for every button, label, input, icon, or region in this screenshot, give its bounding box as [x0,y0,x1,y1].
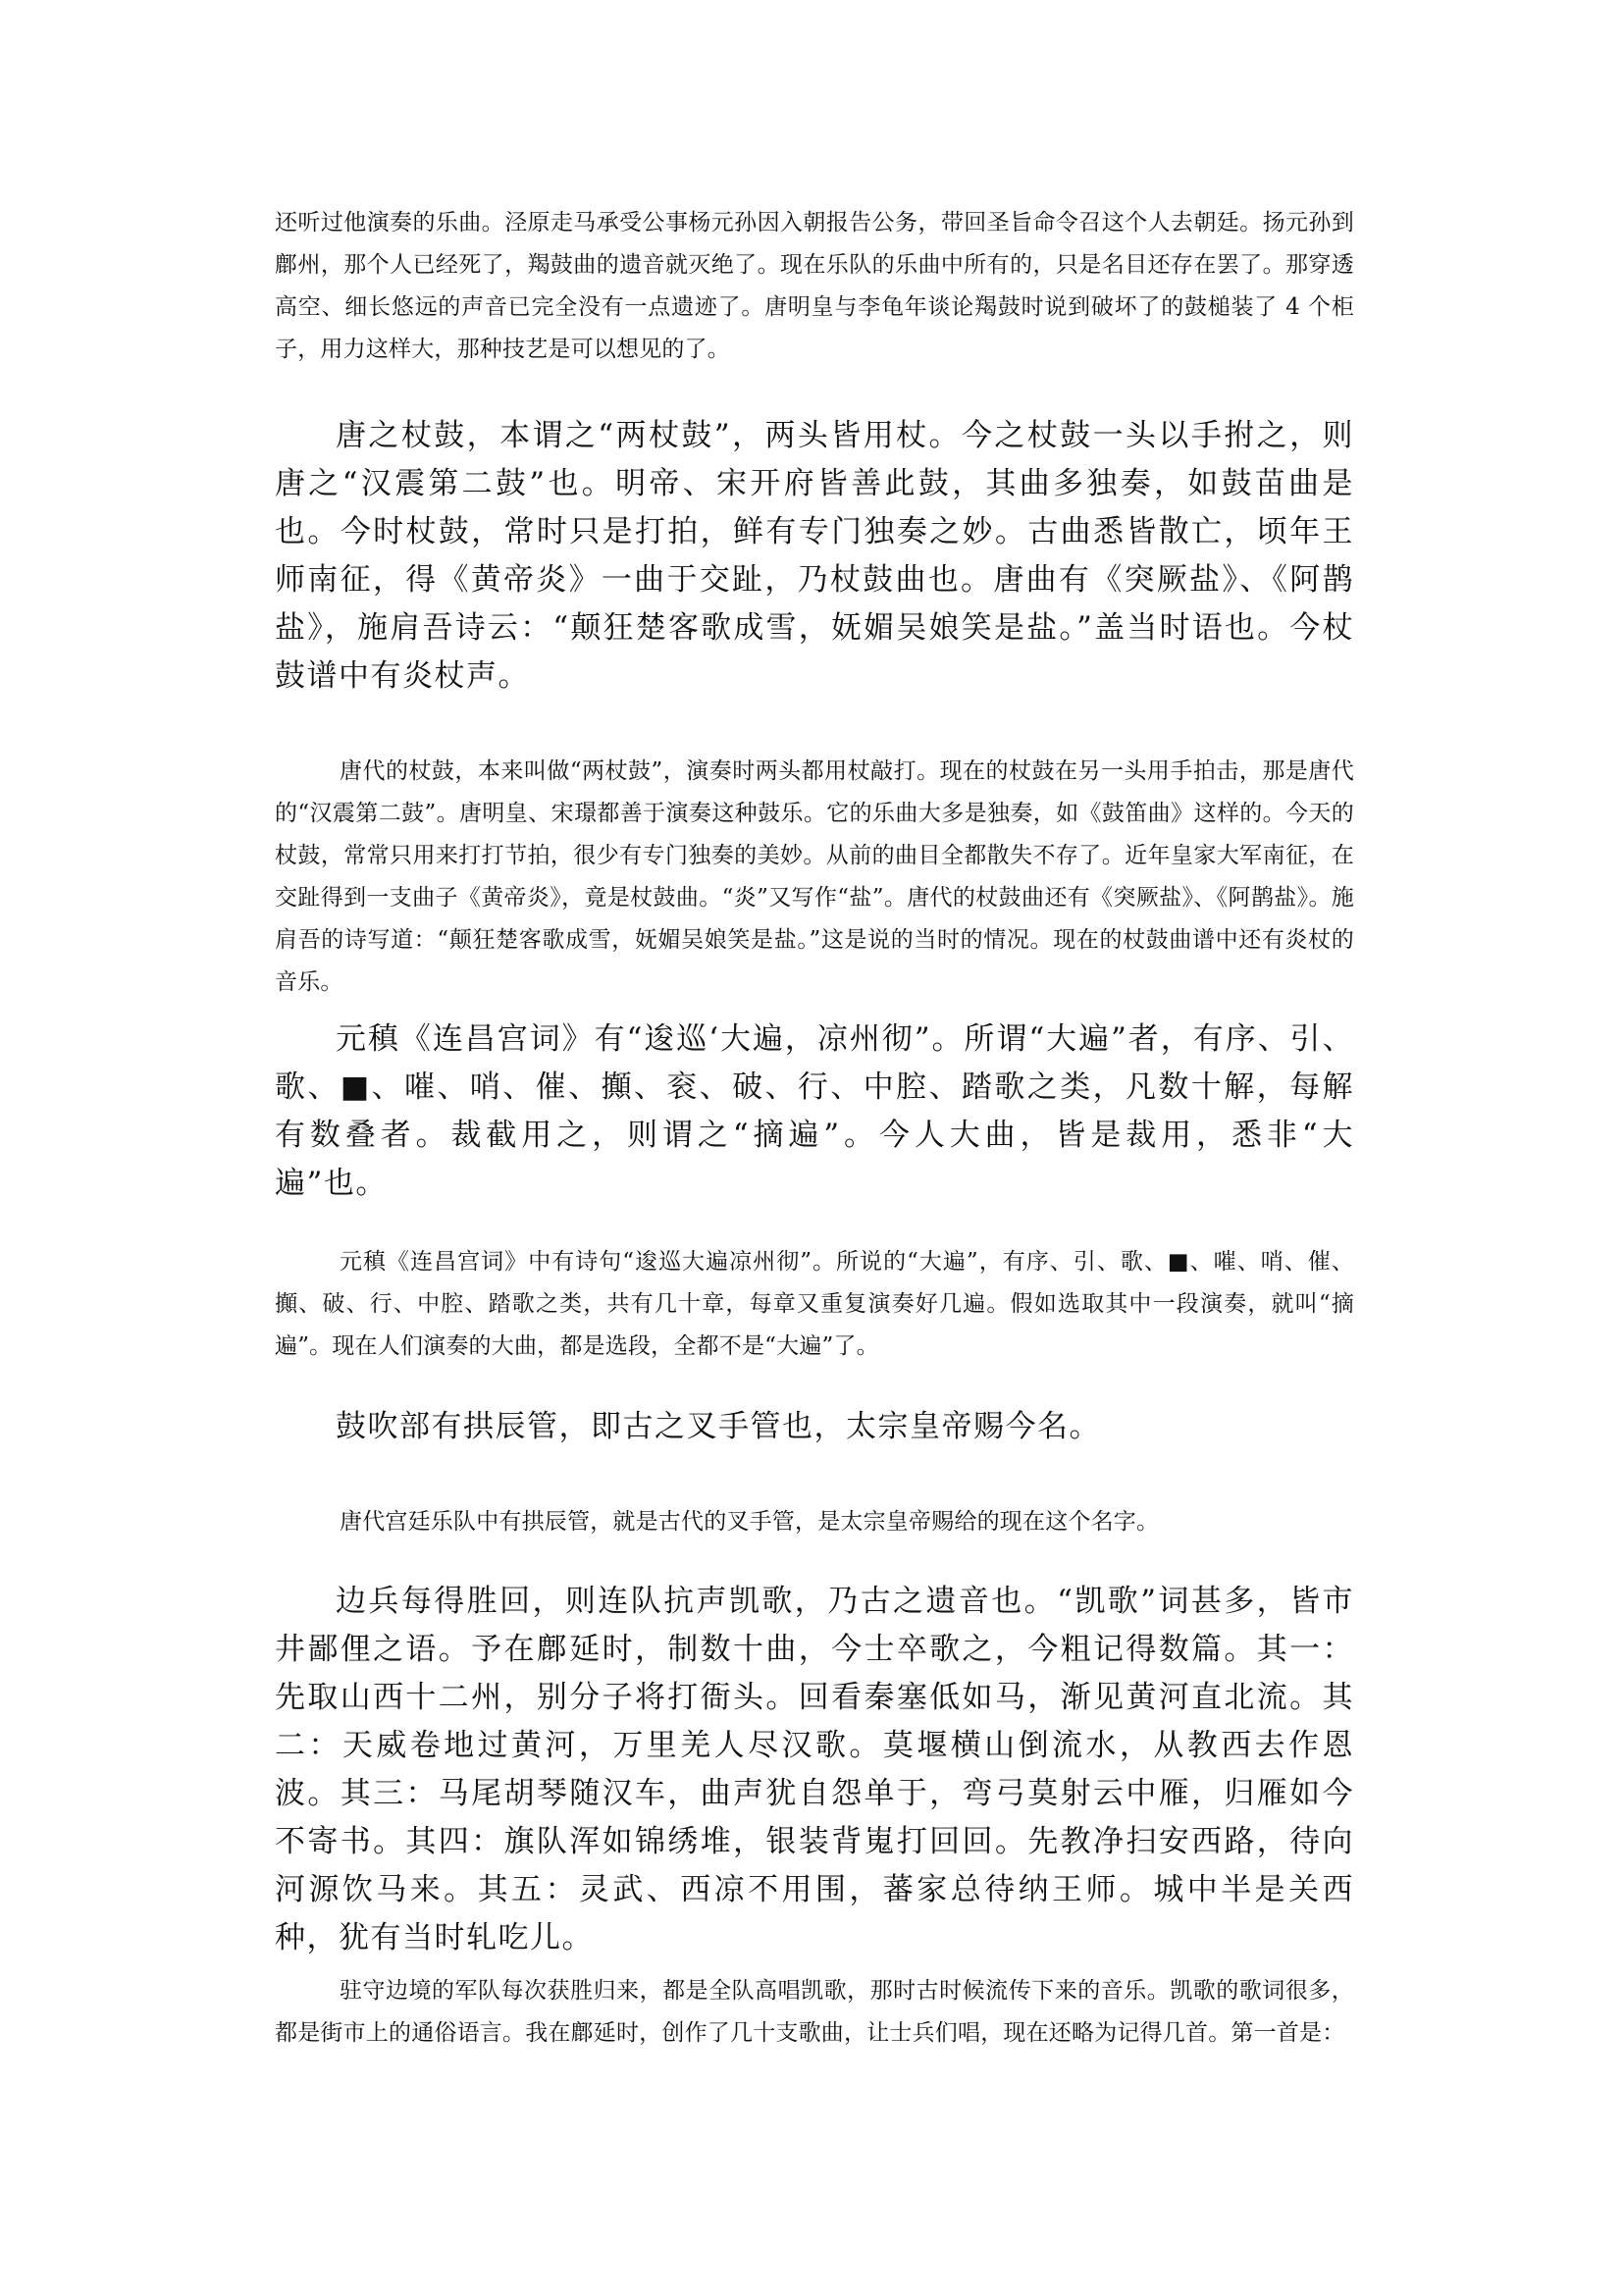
translation-paragraph: 唐代宫廷乐队中有拱辰管，就是古代的叉手管，是太宗皇帝赐给的现在这个名字。 [340,1509,1160,1535]
translation-paragraph: 唐代的杖鼓，本来叫做“两杖鼓”，演奏时两头都用杖敲打。现在的杖鼓在另一头用手拍击，那是唐代的“汉震第二鼓”。唐明皇、宋璟都善于演奏这种鼓乐。它的乐曲大多是独奏，如《鼓笛曲》这样的。今天的杖鼓，常常只用来打打节拍，很少有专门独奏的美妙。从前的曲目全都散失不存了。近年皇家大军南征，在交趾得到一支曲子《黄帝炎》，竟是杖鼓曲。“炎”又写作“盐”。唐代的杖鼓曲还有《突厥盐》、《阿鹊盐》。施肩吾的诗写道：“颠狂楚客歌成雪，妩媚吴娘笑是盐。”这是说的当时的情况。现在的杖鼓曲谱中还有炎杖的音乐。 [275,758,1354,995]
original-paragraph: 鼓吹部有拱辰管，即古之叉手管也，太宗皇帝赐今名。 [336,1409,1101,1444]
original-paragraph: 边兵每得胜回，则连队抗声凯歌，乃古之遗音也。“凯歌”词甚多，皆市井鄙俚之语。予在鄜延时，制数十曲，今士卒歌之，今粗记得数篇。其一：先取山西十二州，别分子将打衙头。回看秦塞低如马，渐见黄河直北流。其二：天威卷地过黄河，万里羌人尽汉歌。莫堰横山倒流水，从教西去作恩波。其三：马尾胡琴随汉车，曲声犹自怨单于，弯弓莫射云中雁，归雁如今不寄书。其四：旗队浑如锦绣堆，银装背嵬打回回。先教净扫安西路，待向河源饮马来。其五：灵武、西凉不用围，蕃家总待纳王师。城中半是关西种，犹有当时轧吃儿。 [275,1584,1354,1955]
translation-paragraph: 还听过他演奏的乐曲。泾原走马承受公事杨元孙因入朝报告公务，带回圣旨命令召这个人去朝廷。扬元孙到鄜州，那个人已经死了，羯鼓曲的遗音就灭绝了。现在乐队的乐曲中所有的，只是名目还存在罢了。那穿透高空、细长悠远的声音已完全没有一点遗迹了。唐明皇与李龟年谈论羯鼓时说到破坏了的鼓槌装了 4 个柜子，用力这样大，那种技艺是可以想见的了。 [275,210,1354,362]
translation-paragraph: 元稹《连昌宫词》中有诗句“逡巡大遍凉州彻”。所说的“大遍”，有序、引、歌、■、嗺、哨、催、攧、破、行、中腔、踏歌之类，共有几十章，每章又重复演奏好几遍。假如选取其中一段演奏，就叫“摘遍”。现在人们演奏的大曲，都是选段，全都不是“大遍”了。 [275,1249,1354,1359]
translation-paragraph: 驻守边境的军队每次获胜归来，都是全队高唱凯歌，那时古时候流传下来的音乐。凯歌的歌词很多，都是街市上的通俗语言。我在鄜延时，创作了几十支歌曲，让士兵们唱，现在还略为记得几首。第一首是： [275,1978,1354,2046]
original-paragraph: 唐之杖鼓，本谓之“两杖鼓”，两头皆用杖。今之杖鼓一头以手拊之，则唐之“汉震第二鼓”也。明帝、宋开府皆善此鼓，其曲多独奏，如鼓苗曲是也。今时杖鼓，常时只是打拍，鲜有专门独奏之妙。古曲悉皆散亡，顷年王师南征，得《黄帝炎》一曲于交趾，乃杖鼓曲也。唐曲有《突厥盐》、《阿鹊盐》，施肩吾诗云：“颠狂楚客歌成雪，妩媚吴娘笑是盐。”盖当时语也。今杖鼓谱中有炎杖声。 [275,418,1354,694]
original-paragraph: 元稹《连昌宫词》有“逡巡‘大遍，凉州彻”。所谓“大遍”者，有序、引、歌、■、嗺、哨、催、攧、衮、破、行、中腔、踏歌之类，凡数十解，每解有数叠者。裁截用之，则谓之“摘遍”。今人大曲，皆是裁用，悉非“大遍”也。 [275,1021,1354,1201]
